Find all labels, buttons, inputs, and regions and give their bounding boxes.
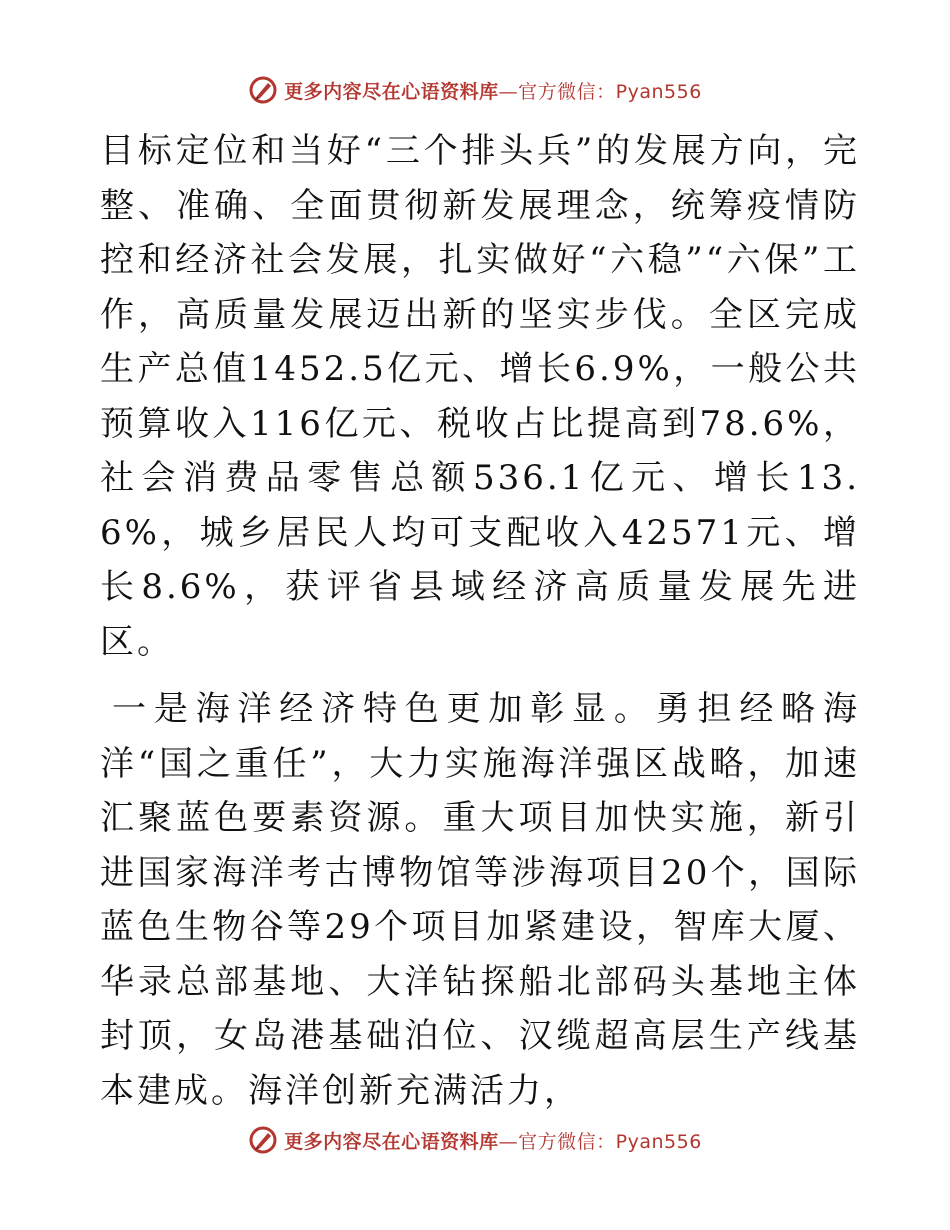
watermark-text: 更多内容尽在心语资料库—官方微信：Pyan556 xyxy=(284,1130,702,1153)
document-body xyxy=(100,124,860,1118)
pen-circle-logo-icon xyxy=(248,75,278,105)
footer-watermark xyxy=(0,1122,950,1158)
paragraph-marine-economy: 一是海洋经济特色更加彰显。勇担经略海洋“国之重任”，大力实施海洋强区战略，加速汇聚蓝色要素资源。重大项目加快实施，新引进国家海洋考古博物馆等涉海项目20个，国际蓝色生物谷等29个项目加紧建设，智库大厦、华录总部基地、大洋钻探船北部码头基地主体封顶，女岛港基础泊位、汉缆超高层生产线基本建成。海洋创新充满活力， xyxy=(100,689,860,1111)
pen-circle-logo-icon xyxy=(248,1125,278,1155)
watermark-text: 更多内容尽在心语资料库—官方微信：Pyan556 xyxy=(284,80,702,103)
paragraph-development-summary: 目标定位和当好“三个排头兵”的发展方向，完整、准确、全面贯彻新发展理念，统筹疫情防控和经济社会发展，扎实做好“六稳”“六保”工作，高质量发展迈出新的坚实步伐。全区完成生产总值1452.5亿元、增长6.9%，一般公共预算收入116亿元、税收占比提高到78.6%，社会消费品零售总额536.1亿元、增长13.6%，城乡居民人均可支配收入42571元、增长8.6%，获评省县域经济高质量发展先进区。 xyxy=(100,131,860,662)
header-watermark xyxy=(0,72,950,108)
